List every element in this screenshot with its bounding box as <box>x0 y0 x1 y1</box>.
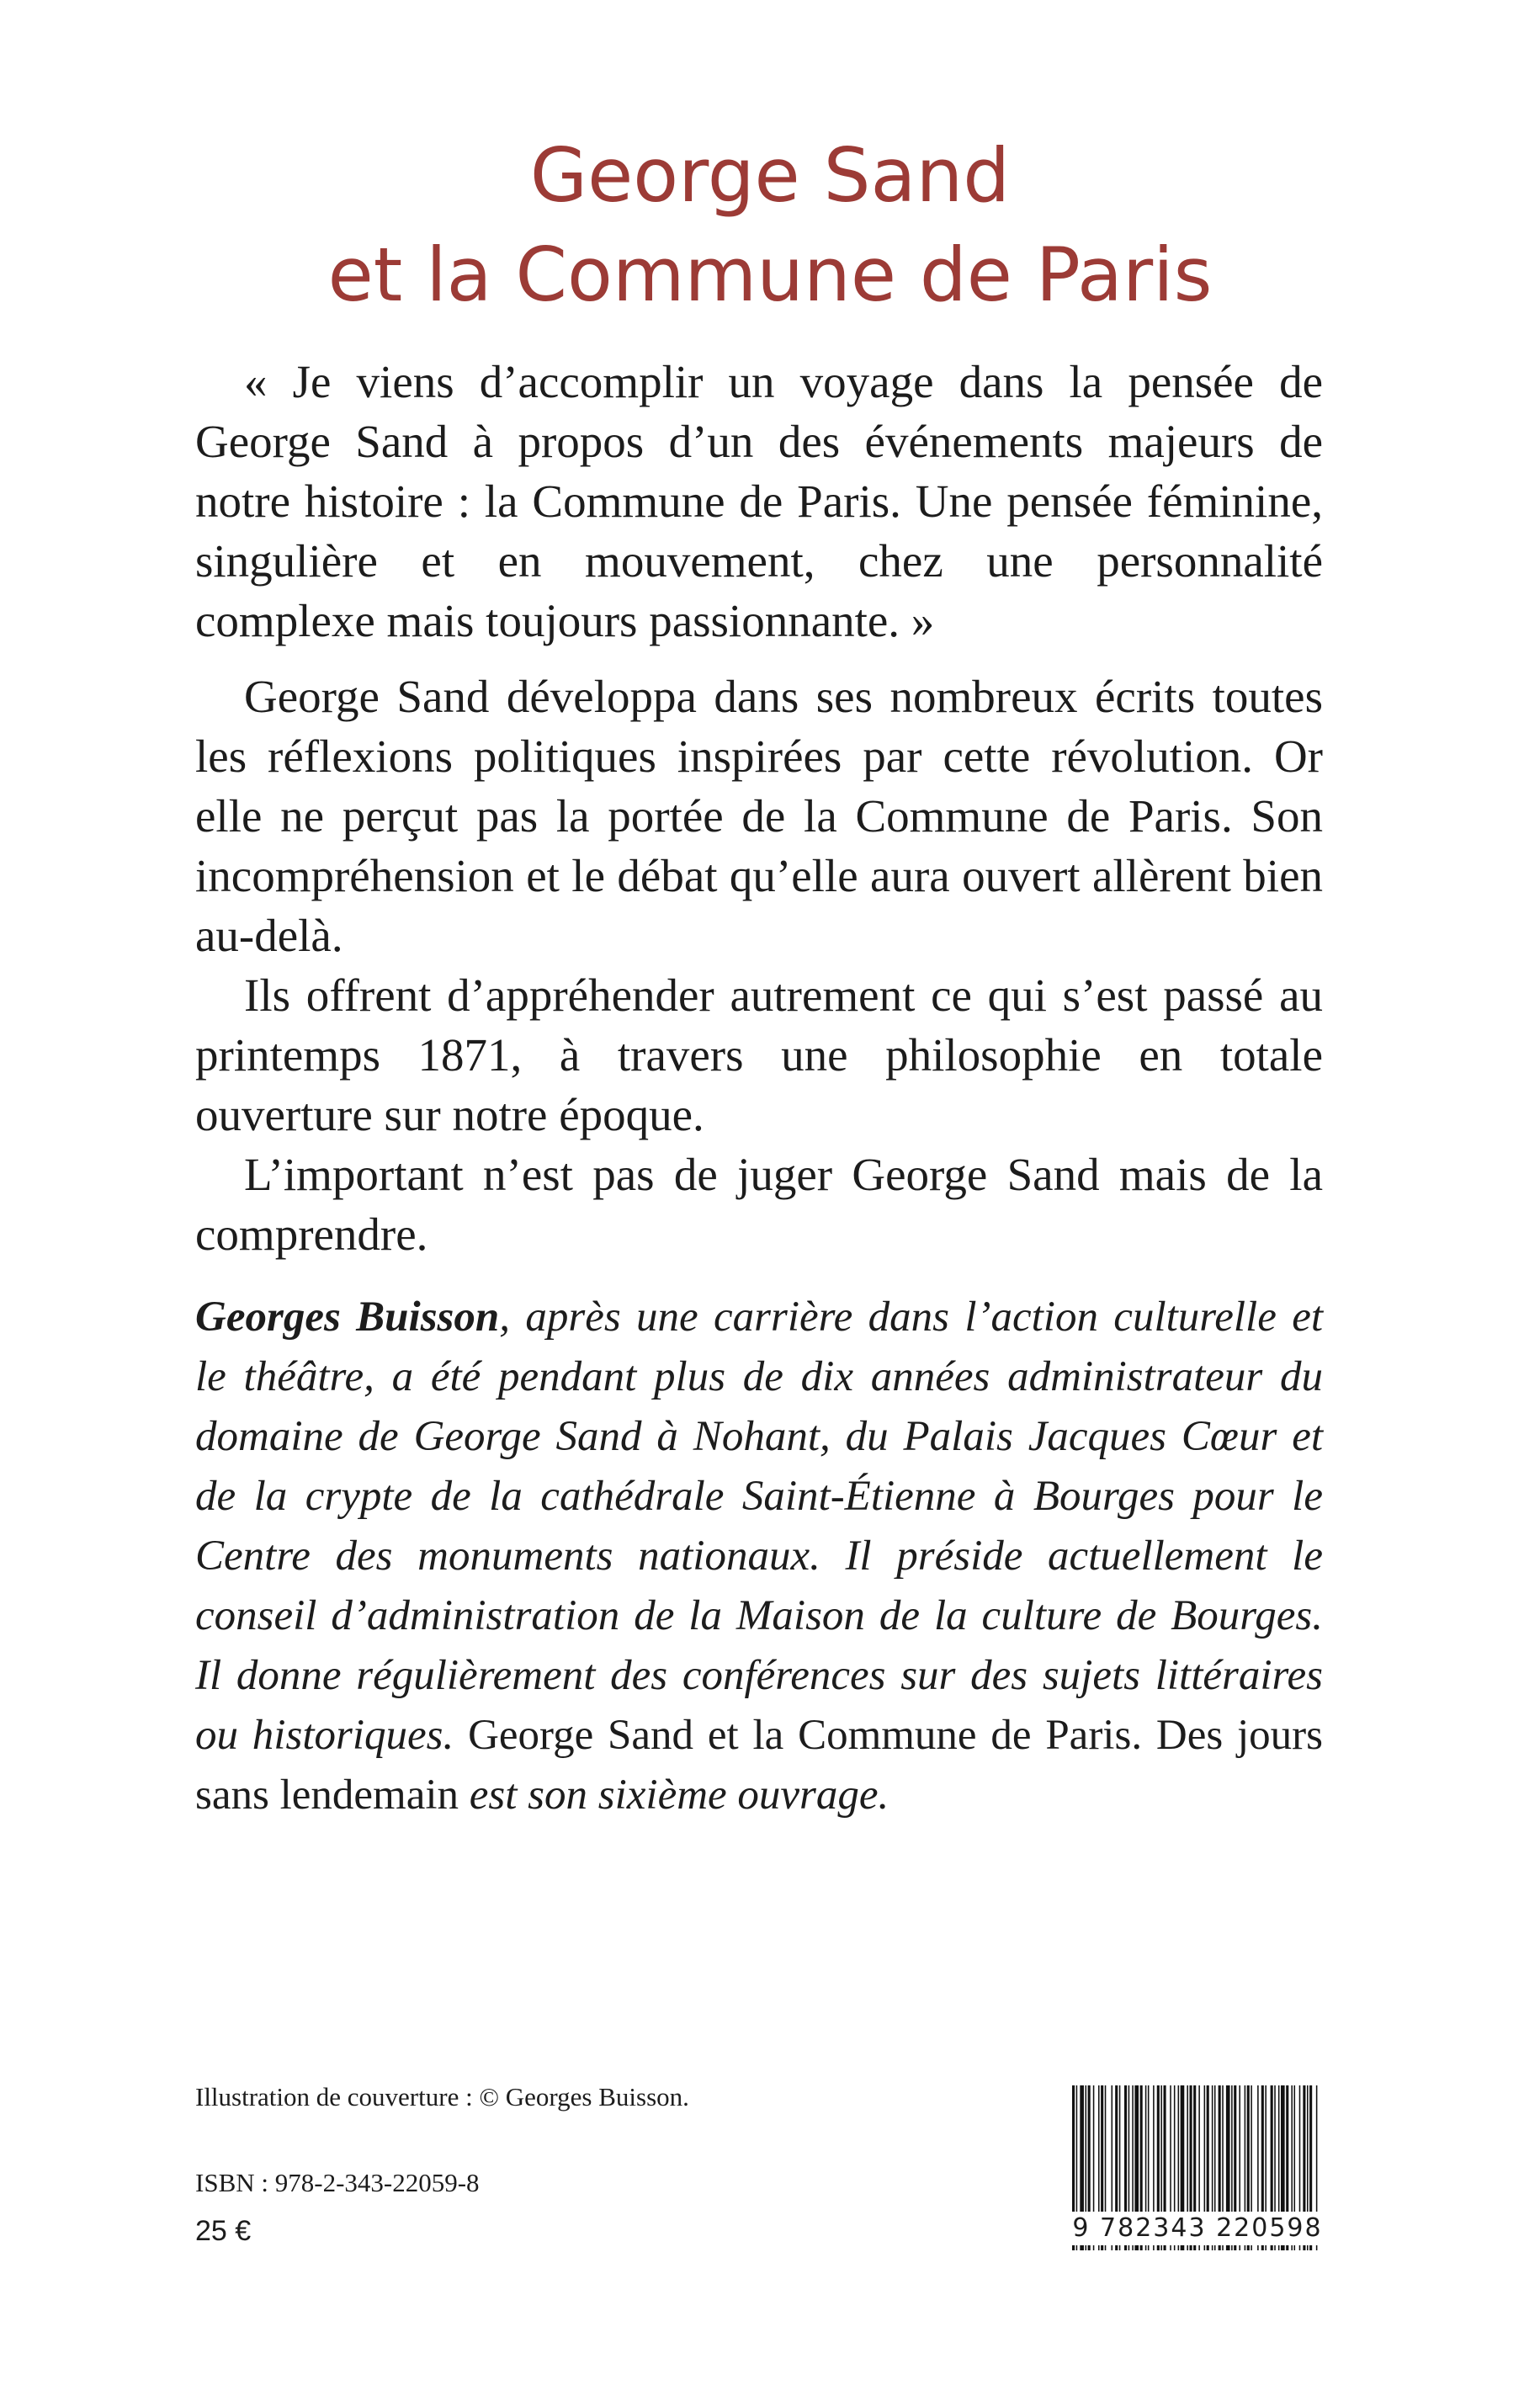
summary-paragraph-1: George Sand développa dans ses nombreux écrits toutes les réflexions politiques inspirées par cette révolution. Or elle ne perçut pas la portée de la Commune de Paris. Son incompréhension et le débat qu’elle aura ouvert allèrent bien au-delà. <box>195 671 1323 961</box>
summary-paragraph-2: Ils offrent d’appréhender autrement ce qui s’est passé au printemps 1871, à travers une philosophie en totale ouverture sur notre époque. <box>195 969 1323 1140</box>
author-quote <box>195 352 1323 651</box>
book-title <box>0 126 1540 325</box>
summary-paragraph-3: L’important n’est pas de juger George Sand mais de la comprendre. <box>195 1149 1323 1260</box>
bio-paragraph <box>195 1288 1323 1825</box>
isbn: ISBN : 978-2-343-22059-8 <box>195 2168 480 2197</box>
author-bio <box>195 1288 1323 1825</box>
quote-paragraph: « Je viens d’accomplir un voyage dans la pensée de George Sand à propos d’un des événements majeurs de notre histoire : la Commune de Paris. Une pensée féminine, singulière et en mouvement, chez une personnalité complexe mais toujours passionnante. » <box>195 356 1323 646</box>
author-name: Georges Buisson <box>195 1293 500 1341</box>
cover-credit: Illustration de couverture : © Georges Buisson. <box>195 2082 689 2111</box>
bio-book-title: George Sand et la Commune de Paris. Des jours sans lendemain <box>195 1712 1324 1819</box>
book-title-line2: et la Commune de Paris <box>327 231 1213 318</box>
bio-text-1: , après une carrière dans l’action culturelle et le théâtre, a été pendant plus de dix années administrateur du domaine de George Sand à Nohant, du Palais Jacques Cœur et de la crypte de la cathédrale Saint-Étienne à Bourges pour le Centre des monuments nationaux. Il préside actuellement le conseil d’administration de la Maison de la culture de Bourges. Il donne régulièrement des conférences sur des sujets littéraires ou historiques. <box>195 1293 1324 1759</box>
barcode-number: 9 782343 220598 <box>1069 2212 1326 2245</box>
summary <box>195 667 1323 1264</box>
price: 25 € <box>195 2215 252 2247</box>
book-title-line1: George Sand <box>529 132 1011 219</box>
bio-text-2: est son sixième ouvrage. <box>459 1771 889 1819</box>
